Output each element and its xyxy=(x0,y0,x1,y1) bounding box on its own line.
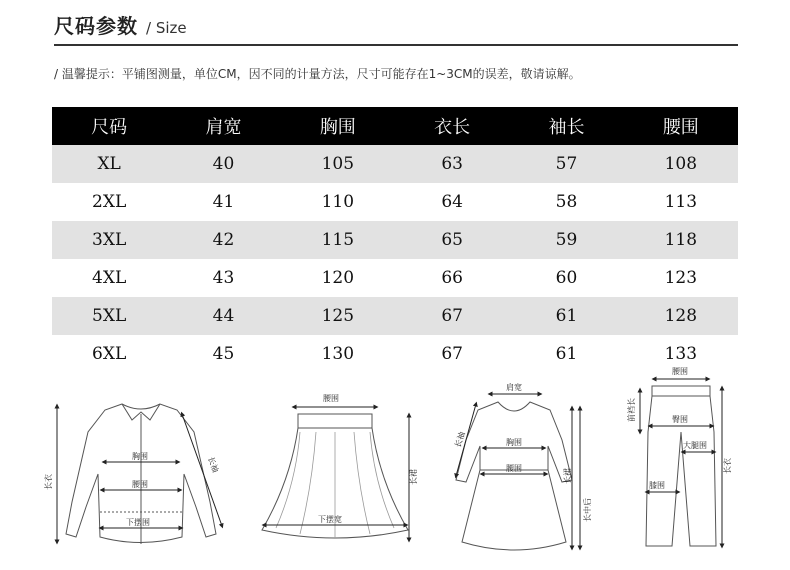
header-cell: 胸围 xyxy=(281,107,395,145)
table-cell: 41 xyxy=(212,192,235,212)
pants-waist-label: 腰围 xyxy=(672,367,688,376)
pants-diagram xyxy=(646,386,716,546)
table-row xyxy=(52,221,738,259)
table-row xyxy=(52,259,738,297)
table-cell: 123 xyxy=(664,268,698,288)
table-cell: 60 xyxy=(555,268,578,288)
title-divider xyxy=(54,44,738,46)
table-cell: 57 xyxy=(509,145,623,183)
table-cell: 67 xyxy=(441,344,463,364)
table-row xyxy=(52,183,738,221)
dress-length-label: 长裙 xyxy=(563,468,572,484)
table-cell: 45 xyxy=(212,344,235,364)
table-cell: 113 xyxy=(664,192,698,212)
pants-front-rise-label: 前裆长 xyxy=(627,398,636,422)
dress-shoulder-label: 肩宽 xyxy=(506,383,522,392)
measurement-note: / 温馨提示：平铺图测量，单位CM，因不同的计量方法，尺寸可能存在1~3CM的误差，敬请谅解。 xyxy=(54,67,581,81)
skirt-waist-label: 腰围 xyxy=(323,394,339,403)
shirt-length-label: 长衣 xyxy=(44,474,53,490)
skirt-hem-label: 下摆宽 xyxy=(318,515,342,524)
pants-length-label: 长衣 xyxy=(723,458,732,474)
size-table xyxy=(52,107,738,373)
table-cell: 105 xyxy=(281,145,395,183)
table-cell: 130 xyxy=(321,344,355,364)
header-cell: 尺码 xyxy=(52,107,166,145)
table-cell: 118 xyxy=(624,221,738,259)
table-cell: 108 xyxy=(624,145,738,183)
shirt-hem-label: 下摆围 xyxy=(126,518,150,527)
table-cell: 3XL xyxy=(52,221,166,259)
table-cell: 64 xyxy=(441,192,463,212)
table-cell: 58 xyxy=(555,192,578,212)
table-cell: 125 xyxy=(281,297,395,335)
table-cell: 61 xyxy=(509,297,623,335)
table-cell: 61 xyxy=(555,344,578,364)
skirt-length-label: 长裙 xyxy=(409,469,418,485)
diagrams-svg xyxy=(0,362,790,567)
table-cell: 115 xyxy=(281,221,395,259)
dress-chest-label: 胸围 xyxy=(506,438,522,447)
table-cell: 128 xyxy=(624,297,738,335)
table-cell: 66 xyxy=(441,268,463,288)
table-cell: 44 xyxy=(166,297,280,335)
shirt-chest-label: 胸围 xyxy=(132,452,148,461)
header-cell: 腰围 xyxy=(624,107,738,145)
shirt-waist-label: 腰围 xyxy=(132,480,148,489)
table-cell: XL xyxy=(52,145,166,183)
table-cell: 40 xyxy=(166,145,280,183)
header-cell: 袖长 xyxy=(509,107,623,145)
table-cell: 65 xyxy=(395,221,509,259)
page-subtitle: / Size xyxy=(146,19,187,37)
dress-sleeve-label: 长袖 xyxy=(453,430,467,449)
table-cell: 6XL xyxy=(92,344,127,364)
table-cell: 59 xyxy=(509,221,623,259)
table-cell: 110 xyxy=(321,192,355,212)
pants-hip-label: 臀围 xyxy=(672,415,688,424)
table-row xyxy=(52,297,738,335)
shirt-sleeve-label: 长袖 xyxy=(206,455,221,474)
table-cell: 43 xyxy=(212,268,235,288)
table-row xyxy=(52,145,738,183)
table-cell: 4XL xyxy=(92,268,127,288)
dress-waist-label: 腰围 xyxy=(506,464,522,473)
pants-knee-label: 膝围 xyxy=(649,481,665,490)
measurement-diagrams xyxy=(0,362,790,567)
table-cell: 67 xyxy=(395,297,509,335)
dress-diagram xyxy=(456,402,572,550)
header-cell: 衣长 xyxy=(395,107,509,145)
table-cell: 120 xyxy=(321,268,355,288)
dress-back-length-label: 长中后 xyxy=(583,498,592,522)
table-cell: 2XL xyxy=(92,192,127,212)
size-table-header-row xyxy=(52,107,738,145)
table-cell: 5XL xyxy=(52,297,166,335)
page-title: 尺码参数 xyxy=(54,14,138,38)
header-cell: 肩宽 xyxy=(166,107,280,145)
table-cell: 63 xyxy=(395,145,509,183)
pants-thigh-label: 大腿围 xyxy=(683,441,707,450)
table-cell: 42 xyxy=(166,221,280,259)
table-cell: 133 xyxy=(664,344,698,364)
page-header xyxy=(54,10,187,39)
